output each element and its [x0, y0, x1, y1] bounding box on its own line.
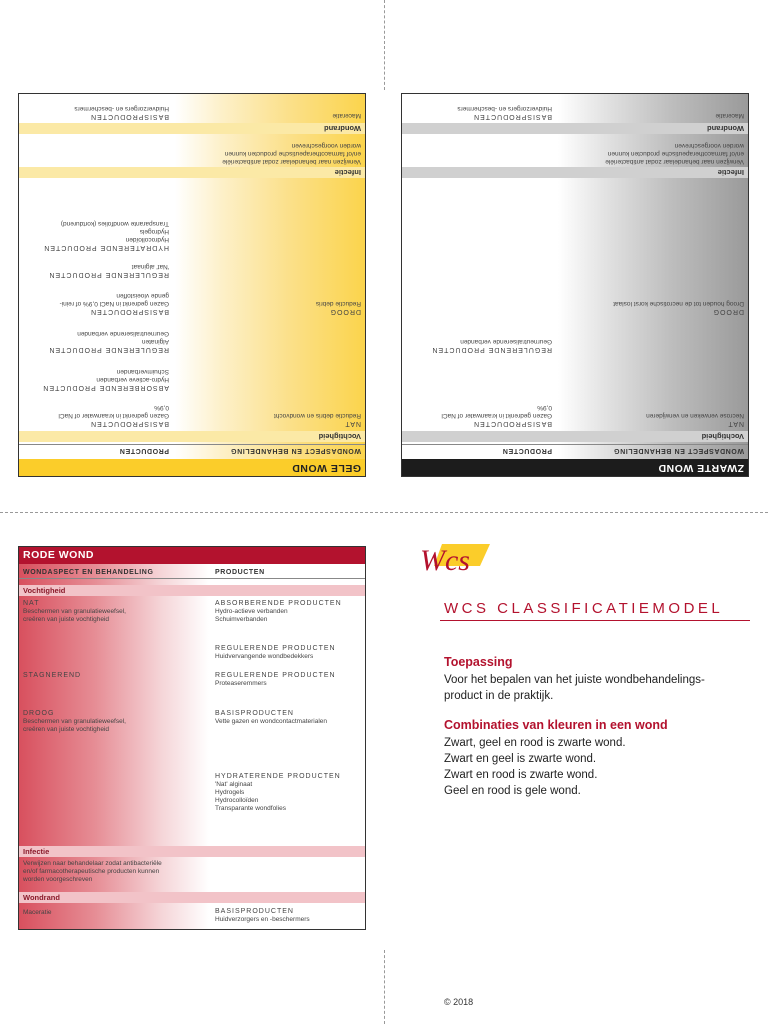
svg-text:Wcs: Wcs — [420, 544, 470, 576]
band-wondrand: Wondrand — [402, 123, 748, 134]
label-nat: NAT — [344, 420, 361, 427]
infectie-desc: Verwijzen naar behandelaar zodat antibacteriële en/of farmacotherapeutische producten kunnen worden voorgeschreven — [23, 860, 162, 883]
basis3-items: Huidverzorgers en -beschermers — [74, 105, 169, 112]
basis2-items: Gazen gedrenkt in NaCl 0,9% of reini- gende vloeistoffen — [59, 292, 169, 307]
label-basisproducten: BASISPRODUCTEN — [215, 710, 294, 717]
cut-line-top — [384, 0, 385, 90]
section-heading-combinaties: Combinaties van kleuren in een wond — [444, 718, 668, 732]
combinatie-line: Zwart en rood is zwarte wond. — [444, 769, 598, 781]
band-wondrand: Wondrand — [19, 123, 365, 134]
label-droog: DROOG — [329, 308, 361, 315]
label-regulerende: REGULERENDE PRODUCTEN — [431, 346, 552, 353]
absorb-items: Hydro-actieve verbanden Schuimverbanden — [215, 608, 288, 623]
infectie-desc: Verwijzen naar behandelaar zodat antibacteriële en/of farmacotherapeutische producten kunnen worden voorgeschreven — [605, 142, 744, 165]
basis-items: Gazen gedrenkt in kraanwater of NaCl 0,9% — [441, 404, 552, 419]
maceratie: Maceratie — [715, 112, 744, 119]
card-title: GELE WOND — [19, 459, 365, 476]
label-basisproducten: BASISPRODUCTEN — [473, 420, 552, 427]
regul-items: Huidvervangende wondbedekkers — [215, 653, 314, 660]
column-header-products: PRODUCTEN — [215, 569, 265, 576]
label-basisproducten-3: BASISPRODUCTEN — [90, 113, 169, 120]
card-title: ZWARTE WOND — [402, 459, 748, 476]
regul2-items: 'Nat' alginaat — [131, 263, 169, 270]
label-absorberende: ABSORBERENDE PRODUCTEN — [42, 384, 169, 391]
label-stagnerend: STAGNEREND — [23, 672, 82, 679]
regul2-items: Proteaseremmers — [215, 680, 267, 687]
hydra-items: 'Nat' alginaat Hydrogels Hydrocolloïden Transparante wondfolies — [215, 781, 286, 812]
band-infectie: Infectie — [19, 846, 365, 857]
card-zwarte-wond — [401, 93, 749, 477]
label-regulerende: REGULERENDE PRODUCTEN — [215, 645, 336, 652]
regul-items: Geurneutraliserende verbanden — [460, 338, 552, 345]
hydra-items: Hydrocolloïden Hydrogels Transparante wondfolies (kortdurend) — [60, 220, 169, 243]
band-vochtigheid: Vochtigheid — [19, 585, 365, 596]
nat-desc: Reductie debris en wondvocht — [273, 412, 361, 419]
wcs-logo — [420, 540, 490, 576]
card-title: RODE WOND — [19, 547, 365, 564]
section-heading-toepassing: Toepassing — [444, 655, 513, 669]
maceratie: Maceratie — [23, 909, 52, 916]
title-rule — [440, 620, 750, 621]
droog-desc: Droog houden tot de necrotische korst loslaat — [613, 300, 744, 307]
combinatie-line: Zwart, geel en rood is zwarte wond. — [444, 737, 626, 749]
basis2-items: Huidverzorgers en -beschermers — [457, 105, 552, 112]
label-basisproducten: BASISPRODUCTEN — [90, 420, 169, 427]
label-regulerende-2: REGULERENDE PRODUCTEN — [215, 672, 336, 679]
label-absorberende: ABSORBERENDE PRODUCTEN — [215, 600, 342, 607]
column-header-aspect: WONDASPECT EN BEHANDELING — [613, 447, 744, 454]
label-regulerende: REGULERENDE PRODUCTEN — [48, 346, 169, 353]
column-header — [19, 567, 365, 579]
card-gele-wond — [18, 93, 366, 477]
label-droog: DROOG — [23, 710, 55, 717]
cut-line-bottom — [384, 950, 385, 1024]
label-basisproducten-2: BASISPRODUCTEN — [90, 308, 169, 315]
column-header — [19, 444, 365, 456]
band-infectie: Infectie — [402, 167, 748, 178]
label-regulerende-2: REGULERENDE PRODUCTEN — [48, 271, 169, 278]
band-vochtigheid: Vochtigheid — [402, 431, 748, 442]
label-hydraterende: HYDRATERENDE PRODUCTEN — [215, 773, 341, 780]
band-vochtigheid: Vochtigheid — [19, 431, 365, 442]
droog-desc: Reductie debris — [315, 300, 361, 307]
combinatie-line: Geel en rood is gele wond. — [444, 785, 581, 797]
band-infectie: Infectie — [19, 167, 365, 178]
page-title: WCS CLASSIFICATIEMODEL — [444, 600, 724, 617]
cut-line-middle — [0, 512, 768, 513]
basis2-items: Huidverzorgers en -beschermers — [215, 916, 310, 923]
column-header-aspect: WONDASPECT EN BEHANDELING — [23, 569, 154, 576]
label-droog: DROOG — [712, 308, 744, 315]
label-nat: NAT — [23, 600, 40, 607]
label-hydraterende: HYDRATERENDE PRODUCTEN — [43, 244, 169, 251]
nat-desc: Necrose verweken en verwijderen — [646, 412, 744, 419]
toepassing-line: Voor het bepalen van het juiste wondbehandelings- — [444, 674, 705, 686]
basis-items: Vette gazen en wondcontactmaterialen — [215, 718, 328, 725]
column-header-aspect: WONDASPECT EN BEHANDELING — [230, 447, 361, 454]
band-wondrand: Wondrand — [19, 892, 365, 903]
column-header — [402, 444, 748, 456]
maceratie: Maceratie — [332, 112, 361, 119]
toepassing-line: product in de praktijk. — [444, 690, 554, 702]
column-header-products: PRODUCTEN — [502, 447, 552, 454]
droog-desc: Beschermen van granulatieweefsel, creëren van juiste vochtigheid — [23, 718, 126, 733]
infectie-desc: Verwijzen naar behandelaar zodat antibacteriële en/of farmacotherapeutische producten kunnen worden voorgeschreven — [222, 142, 361, 165]
copyright: © 2018 — [444, 997, 474, 1007]
basis-items: Gazen gedrenkt in kraanwater of NaCl 0,9% — [58, 404, 169, 419]
label-basisproducten-2: BASISPRODUCTEN — [473, 113, 552, 120]
label-basisproducten-2: BASISPRODUCTEN — [215, 908, 294, 915]
card-rode-wond — [18, 546, 366, 930]
nat-desc: Beschermen van granulatieweefsel, creëren van juiste vochtigheid — [23, 608, 126, 623]
absorb-items: Hydro-actieve verbanden Schuimverbanden — [96, 368, 169, 383]
combinatie-line: Zwart en geel is zwarte wond. — [444, 753, 597, 765]
label-nat: NAT — [727, 420, 744, 427]
regul-items: Alginaten Geurneutraliserende verbanden — [77, 330, 169, 345]
column-header-products: PRODUCTEN — [119, 447, 169, 454]
